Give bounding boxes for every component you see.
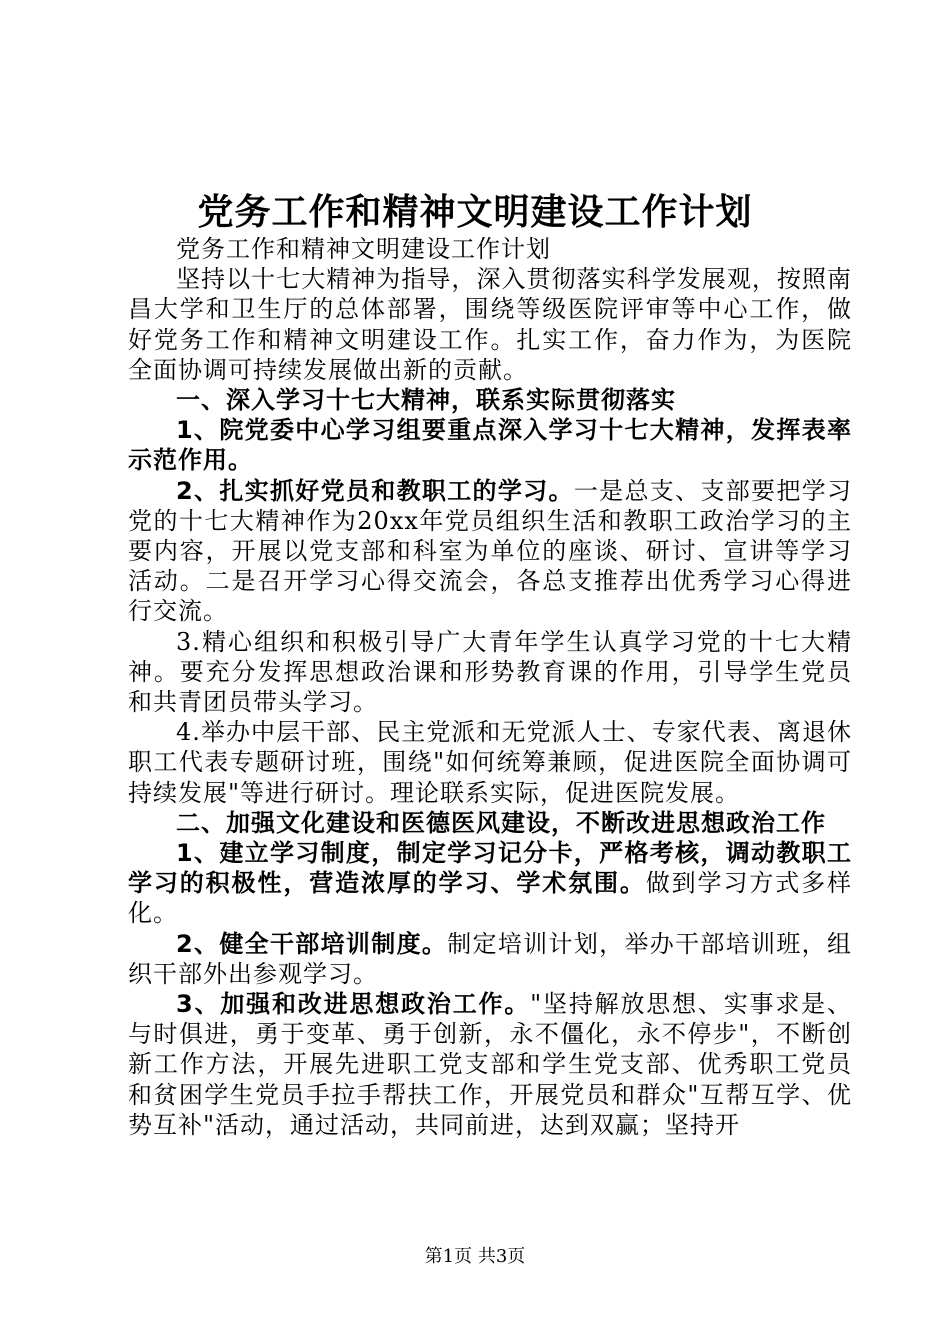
document-title: 党务工作和精神文明建设工作计划: [197, 191, 753, 233]
section-1-item-4: 4.举办中层干部、民主党派和无党派人士、专家代表、离退休职工代表专题研讨班，围绕"如何统筹兼顾，促进医院全面协调可持续发展"等进行研讨。理论联系实际，促进医院发展。: [128, 718, 852, 807]
intro-paragraph: 坚持以十七大精神为指导，深入贯彻落实科学发展观，按照南昌大学和卫生厅的总体部署，围绕等级医院评审等中心工作，做好党务工作和精神文明建设工作。扎实工作，奋力作为，为医院全面协调可持续发展做出新的贡献。: [128, 265, 852, 384]
section-1-heading: 一、深入学习十七大精神，联系实际贯彻落实: [176, 386, 676, 415]
section-1-item-3: 3.精心组织和积极引导广大青年学生认真学习党的十七大精神。要充分发挥思想政治课和形势教育课的作用，引导学生党员和共青团员带头学习。: [128, 627, 852, 717]
section-1-item-2: [128, 476, 852, 627]
section-2-item-2: [128, 929, 852, 989]
section-2-heading: 二、加强文化建设和医德医风建设，不断改进思想政治工作: [176, 808, 826, 837]
document-subtitle: 党务工作和精神文明建设工作计划: [176, 235, 551, 263]
page-footer: 第1页 共3页: [424, 1246, 526, 1267]
section-1-item-1: 1、院党委中心学习组要重点深入学习十七大精神，发挥表率示范作用。: [128, 416, 852, 475]
section-2-item-2-body: 制定培训计划，举办干部培训班，组织干部外出参观学习。: [128, 929, 853, 988]
section-2-item-3-lead: 3、加强和改进思想政治工作。: [176, 990, 531, 1019]
document-body: [128, 234, 852, 1140]
section-2-item-1-lead: 1、建立学习制度，制定学习记分卡，严格考核，调动教职工学习的积极性，营造浓厚的学习、学术氛围。: [128, 839, 852, 898]
section-2-item-1: [128, 838, 852, 929]
section-2-item-2-lead: 2、健全干部培训制度。: [176, 929, 448, 958]
section-2-item-3-body: "坚持解放思想、实事求是、与时俱进，勇于变革、勇于创新，永不僵化，永不停步"，不断创新工作方法，开展先进职工党支部和学生党支部、优秀职工党员和贫困学生党员手拉手帮扶工作，开展党员和群众"互帮互学、优势互补"活动，通过活动，共同前进，达到双赢；坚持开: [128, 990, 852, 1139]
section-1-item-2-lead: 2、扎实抓好党员和教职工的学习。: [176, 476, 574, 505]
section-1-item-2-body: 一是总支、支部要把学习党的十七大精神作为20xx年党员组织生活和教职工政治学习的主要内容，开展以党支部和科室为单位的座谈、研讨、宣讲等学习活动。二是召开学习心得交流会，各总支推荐出优秀学习心得进行交流。: [128, 476, 853, 626]
section-2-item-1-body: 做到学习方式多样化。: [128, 869, 853, 928]
section-2-item-3: [128, 989, 852, 1140]
